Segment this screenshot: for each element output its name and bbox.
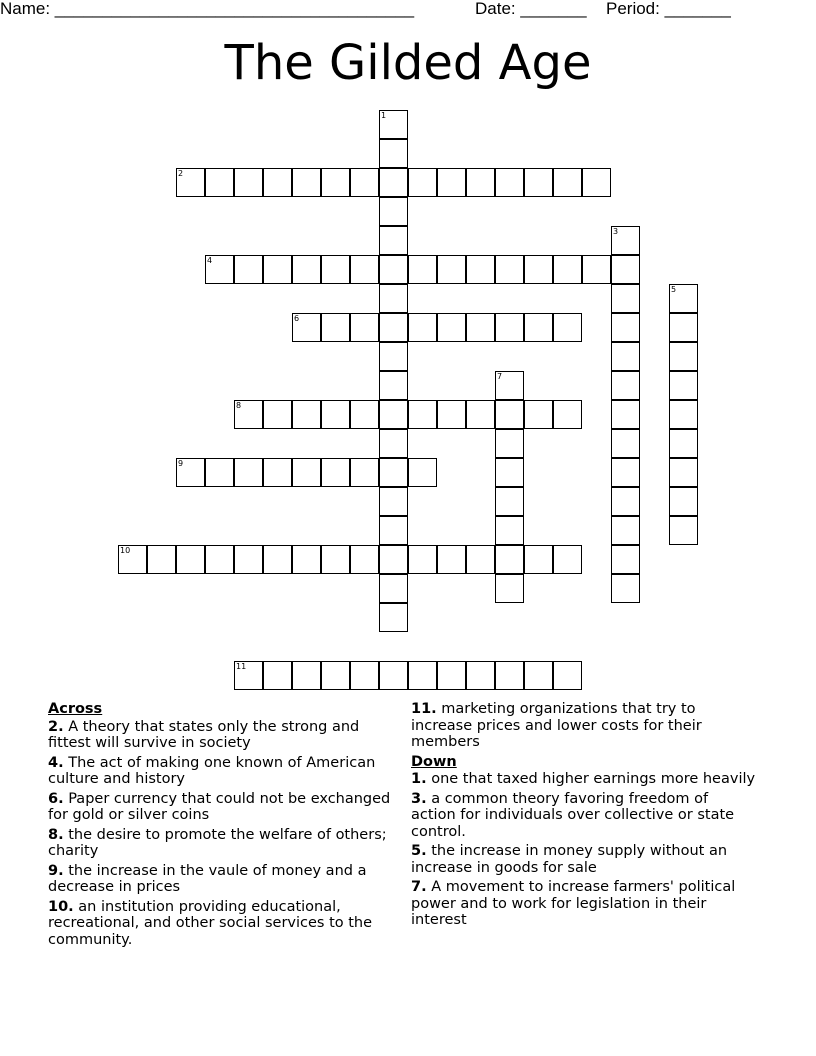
clue-across-11 (411, 701, 756, 751)
crossword-cell[interactable] (176, 168, 205, 197)
crossword-cell[interactable] (437, 255, 466, 284)
crossword-cell[interactable] (350, 400, 379, 429)
clue-number: 2. (48, 718, 64, 735)
crossword-cell[interactable] (408, 400, 437, 429)
crossword-cell[interactable] (495, 429, 524, 458)
crossword-cell[interactable] (495, 458, 524, 487)
crossword-cell[interactable] (379, 603, 408, 632)
crossword-cell[interactable] (408, 661, 437, 690)
crossword-cell[interactable] (234, 168, 263, 197)
crossword-cell[interactable] (669, 400, 698, 429)
crossword-cell[interactable] (524, 168, 553, 197)
crossword-cell[interactable] (495, 371, 524, 400)
clue-number: 10. (48, 898, 74, 915)
crossword-cell[interactable] (292, 661, 321, 690)
crossword-cell[interactable] (437, 313, 466, 342)
crossword-cell[interactable] (582, 255, 611, 284)
crossword-cell[interactable] (495, 574, 524, 603)
clue-down-1 (411, 771, 756, 788)
clue-number: 4. (48, 754, 64, 771)
crossword-cell[interactable] (495, 168, 524, 197)
clues-right-column (411, 701, 756, 932)
crossword-cell[interactable] (611, 429, 640, 458)
clue-number-label: 11 (236, 662, 247, 671)
clue-number: 11. (411, 701, 437, 717)
clue-text: A movement to increase farmers' political power and to work for legislation in their interest (411, 879, 736, 928)
down-heading: Down (411, 753, 457, 770)
crossword-cell[interactable] (408, 255, 437, 284)
crossword-cell[interactable] (611, 574, 640, 603)
clue-number: 1. (411, 771, 427, 787)
crossword-cell[interactable] (263, 168, 292, 197)
clue-text: A theory that states only the strong and fittest will survive in society (48, 718, 360, 751)
crossword-cell[interactable] (669, 487, 698, 516)
crossword-cell[interactable] (350, 168, 379, 197)
crossword-cell[interactable] (495, 545, 524, 574)
clue-number-label: 3 (613, 227, 619, 236)
period-field-label: Period: _______ (606, 0, 731, 18)
crossword-cell[interactable] (321, 458, 350, 487)
crossword-cell[interactable] (669, 516, 698, 545)
clue-number-label: 5 (671, 285, 677, 294)
crossword-cell[interactable] (234, 458, 263, 487)
crossword-cell[interactable] (292, 255, 321, 284)
crossword-cell[interactable] (292, 168, 321, 197)
clue-text: the increase in the vaule of money and a decrease in prices (48, 862, 367, 895)
date-field-label: Date: _______ (475, 0, 587, 18)
crossword-cell[interactable] (205, 255, 234, 284)
crossword-cell[interactable] (263, 458, 292, 487)
crossword-cell[interactable] (379, 342, 408, 371)
clue-number: 7. (411, 879, 427, 895)
crossword-cell[interactable] (495, 516, 524, 545)
crossword-cell[interactable] (495, 313, 524, 342)
clue-text: marketing organizations that try to increase prices and lower costs for their members (411, 701, 702, 750)
clue-number-label: 8 (236, 401, 242, 410)
crossword-cell[interactable] (466, 255, 495, 284)
crossword-cell[interactable] (234, 255, 263, 284)
clue-text: Paper currency that could not be exchanged for gold or silver coins (48, 790, 391, 823)
crossword-cell[interactable] (466, 661, 495, 690)
crossword-cell[interactable] (292, 313, 321, 342)
clue-across-4 (48, 755, 393, 788)
clue-number: 9. (48, 862, 64, 879)
crossword-cell[interactable] (669, 313, 698, 342)
crossword-cell[interactable] (379, 284, 408, 313)
clue-number-label: 2 (178, 169, 184, 178)
crossword-cell[interactable] (234, 661, 263, 690)
crossword-cell[interactable] (553, 400, 582, 429)
crossword-cell[interactable] (495, 661, 524, 690)
crossword-cell[interactable] (524, 661, 553, 690)
crossword-cell[interactable] (611, 226, 640, 255)
crossword-cell[interactable] (205, 458, 234, 487)
crossword-cell[interactable] (379, 226, 408, 255)
crossword-cell[interactable] (611, 342, 640, 371)
clue-number-label: 6 (294, 314, 300, 323)
crossword-cell[interactable] (437, 661, 466, 690)
clue-number-label: 4 (207, 256, 213, 265)
crossword-cell[interactable] (379, 516, 408, 545)
clue-text: one that taxed higher earnings more heavily (431, 771, 756, 787)
crossword-cell[interactable] (669, 342, 698, 371)
clue-across-2 (48, 719, 393, 752)
crossword-cell[interactable] (611, 371, 640, 400)
clue-down-3 (411, 791, 756, 841)
crossword-cell[interactable] (524, 400, 553, 429)
crossword-cell[interactable] (379, 313, 408, 342)
crossword-cell[interactable] (611, 400, 640, 429)
crossword-cell[interactable] (553, 313, 582, 342)
crossword-cell[interactable] (350, 661, 379, 690)
clue-number-label: 7 (497, 372, 503, 381)
clue-text: the increase in money supply without an increase in goods for sale (411, 843, 728, 876)
clue-down-7 (411, 879, 756, 929)
crossword-cell[interactable] (234, 545, 263, 574)
crossword-cell[interactable] (350, 313, 379, 342)
crossword-cell[interactable] (408, 313, 437, 342)
crossword-cell[interactable] (321, 168, 350, 197)
crossword-cell[interactable] (350, 458, 379, 487)
crossword-cell[interactable] (292, 400, 321, 429)
crossword-cell[interactable] (466, 313, 495, 342)
crossword-cell[interactable] (669, 458, 698, 487)
clue-text: an institution providing educational, recreational, and other social services to the community. (48, 898, 373, 948)
clues-left-column (48, 701, 393, 951)
crossword-cell[interactable] (118, 545, 147, 574)
crossword-cell[interactable] (205, 545, 234, 574)
crossword-cell[interactable] (669, 371, 698, 400)
clue-number: 6. (48, 790, 64, 807)
crossword-cell[interactable] (234, 400, 263, 429)
crossword-cell[interactable] (611, 255, 640, 284)
crossword-cell[interactable] (379, 197, 408, 226)
clue-number-label: 9 (178, 459, 184, 468)
crossword-cell[interactable] (379, 400, 408, 429)
crossword-cell[interactable] (611, 487, 640, 516)
crossword-cell[interactable] (466, 545, 495, 574)
crossword-cell[interactable] (263, 545, 292, 574)
crossword-cell[interactable] (611, 516, 640, 545)
crossword-cell[interactable] (379, 487, 408, 516)
crossword-cell[interactable] (379, 574, 408, 603)
across-heading: Across (48, 701, 103, 717)
crossword-cell[interactable] (495, 487, 524, 516)
crossword-cell[interactable] (582, 168, 611, 197)
crossword-cell[interactable] (321, 255, 350, 284)
crossword-cell[interactable] (611, 545, 640, 574)
clue-across-6 (48, 791, 393, 824)
crossword-cell[interactable] (466, 168, 495, 197)
crossword-cell[interactable] (176, 545, 205, 574)
crossword-cell[interactable] (466, 400, 495, 429)
crossword-cell[interactable] (263, 255, 292, 284)
clue-number: 5. (411, 843, 427, 859)
crossword-cell[interactable] (495, 255, 524, 284)
crossword-cell[interactable] (669, 284, 698, 313)
crossword-cell[interactable] (669, 429, 698, 458)
crossword-cell[interactable] (611, 458, 640, 487)
crossword-cell[interactable] (263, 400, 292, 429)
clue-number: 8. (48, 826, 64, 843)
clue-across-10 (48, 899, 393, 949)
crossword-cell[interactable] (611, 313, 640, 342)
clue-down-5 (411, 843, 756, 876)
crossword-cell[interactable] (437, 400, 466, 429)
crossword-cell[interactable] (321, 545, 350, 574)
crossword-cell[interactable] (379, 110, 408, 139)
crossword-cell[interactable] (437, 545, 466, 574)
crossword-cell[interactable] (263, 661, 292, 690)
page-title: The Gilded Age (224, 35, 592, 91)
crossword-cell[interactable] (437, 168, 466, 197)
crossword-cell[interactable] (408, 168, 437, 197)
crossword-cell[interactable] (553, 661, 582, 690)
clue-text: the desire to promote the welfare of others; charity (48, 826, 387, 859)
crossword-cell[interactable] (553, 255, 582, 284)
crossword-cell[interactable] (524, 313, 553, 342)
crossword-cell[interactable] (147, 545, 176, 574)
crossword-cell[interactable] (205, 168, 234, 197)
crossword-cell[interactable] (321, 400, 350, 429)
crossword-cell[interactable] (176, 458, 205, 487)
clue-across-8 (48, 827, 393, 860)
crossword-cell[interactable] (553, 545, 582, 574)
crossword-cell[interactable] (292, 458, 321, 487)
crossword-cell[interactable] (495, 400, 524, 429)
crossword-cell[interactable] (379, 139, 408, 168)
crossword-cell[interactable] (292, 545, 321, 574)
crossword-cell[interactable] (379, 255, 408, 284)
clue-number-label: 1 (381, 111, 387, 120)
crossword-cell[interactable] (408, 458, 437, 487)
crossword-cell[interactable] (553, 168, 582, 197)
crossword-cell[interactable] (321, 313, 350, 342)
crossword-cell[interactable] (524, 255, 553, 284)
name-field-label: Name: ______________________________________ (0, 0, 415, 18)
crossword-cell[interactable] (379, 168, 408, 197)
clue-text: a common theory favoring freedom of action for individuals over collective or state control. (411, 790, 735, 840)
crossword-cell[interactable] (408, 545, 437, 574)
crossword-cell[interactable] (611, 284, 640, 313)
crossword-cell[interactable] (321, 661, 350, 690)
clue-across-9 (48, 863, 393, 896)
crossword-cell[interactable] (524, 545, 553, 574)
crossword-cell[interactable] (379, 545, 408, 574)
crossword-cell[interactable] (379, 371, 408, 400)
crossword-cell[interactable] (379, 429, 408, 458)
crossword-cell[interactable] (379, 661, 408, 690)
clue-number-label: 10 (120, 546, 131, 555)
clue-text: The act of making one known of American culture and history (48, 754, 376, 787)
crossword-cell[interactable] (379, 458, 408, 487)
crossword-cell[interactable] (350, 545, 379, 574)
crossword-cell[interactable] (350, 255, 379, 284)
clue-number: 3. (411, 790, 427, 807)
